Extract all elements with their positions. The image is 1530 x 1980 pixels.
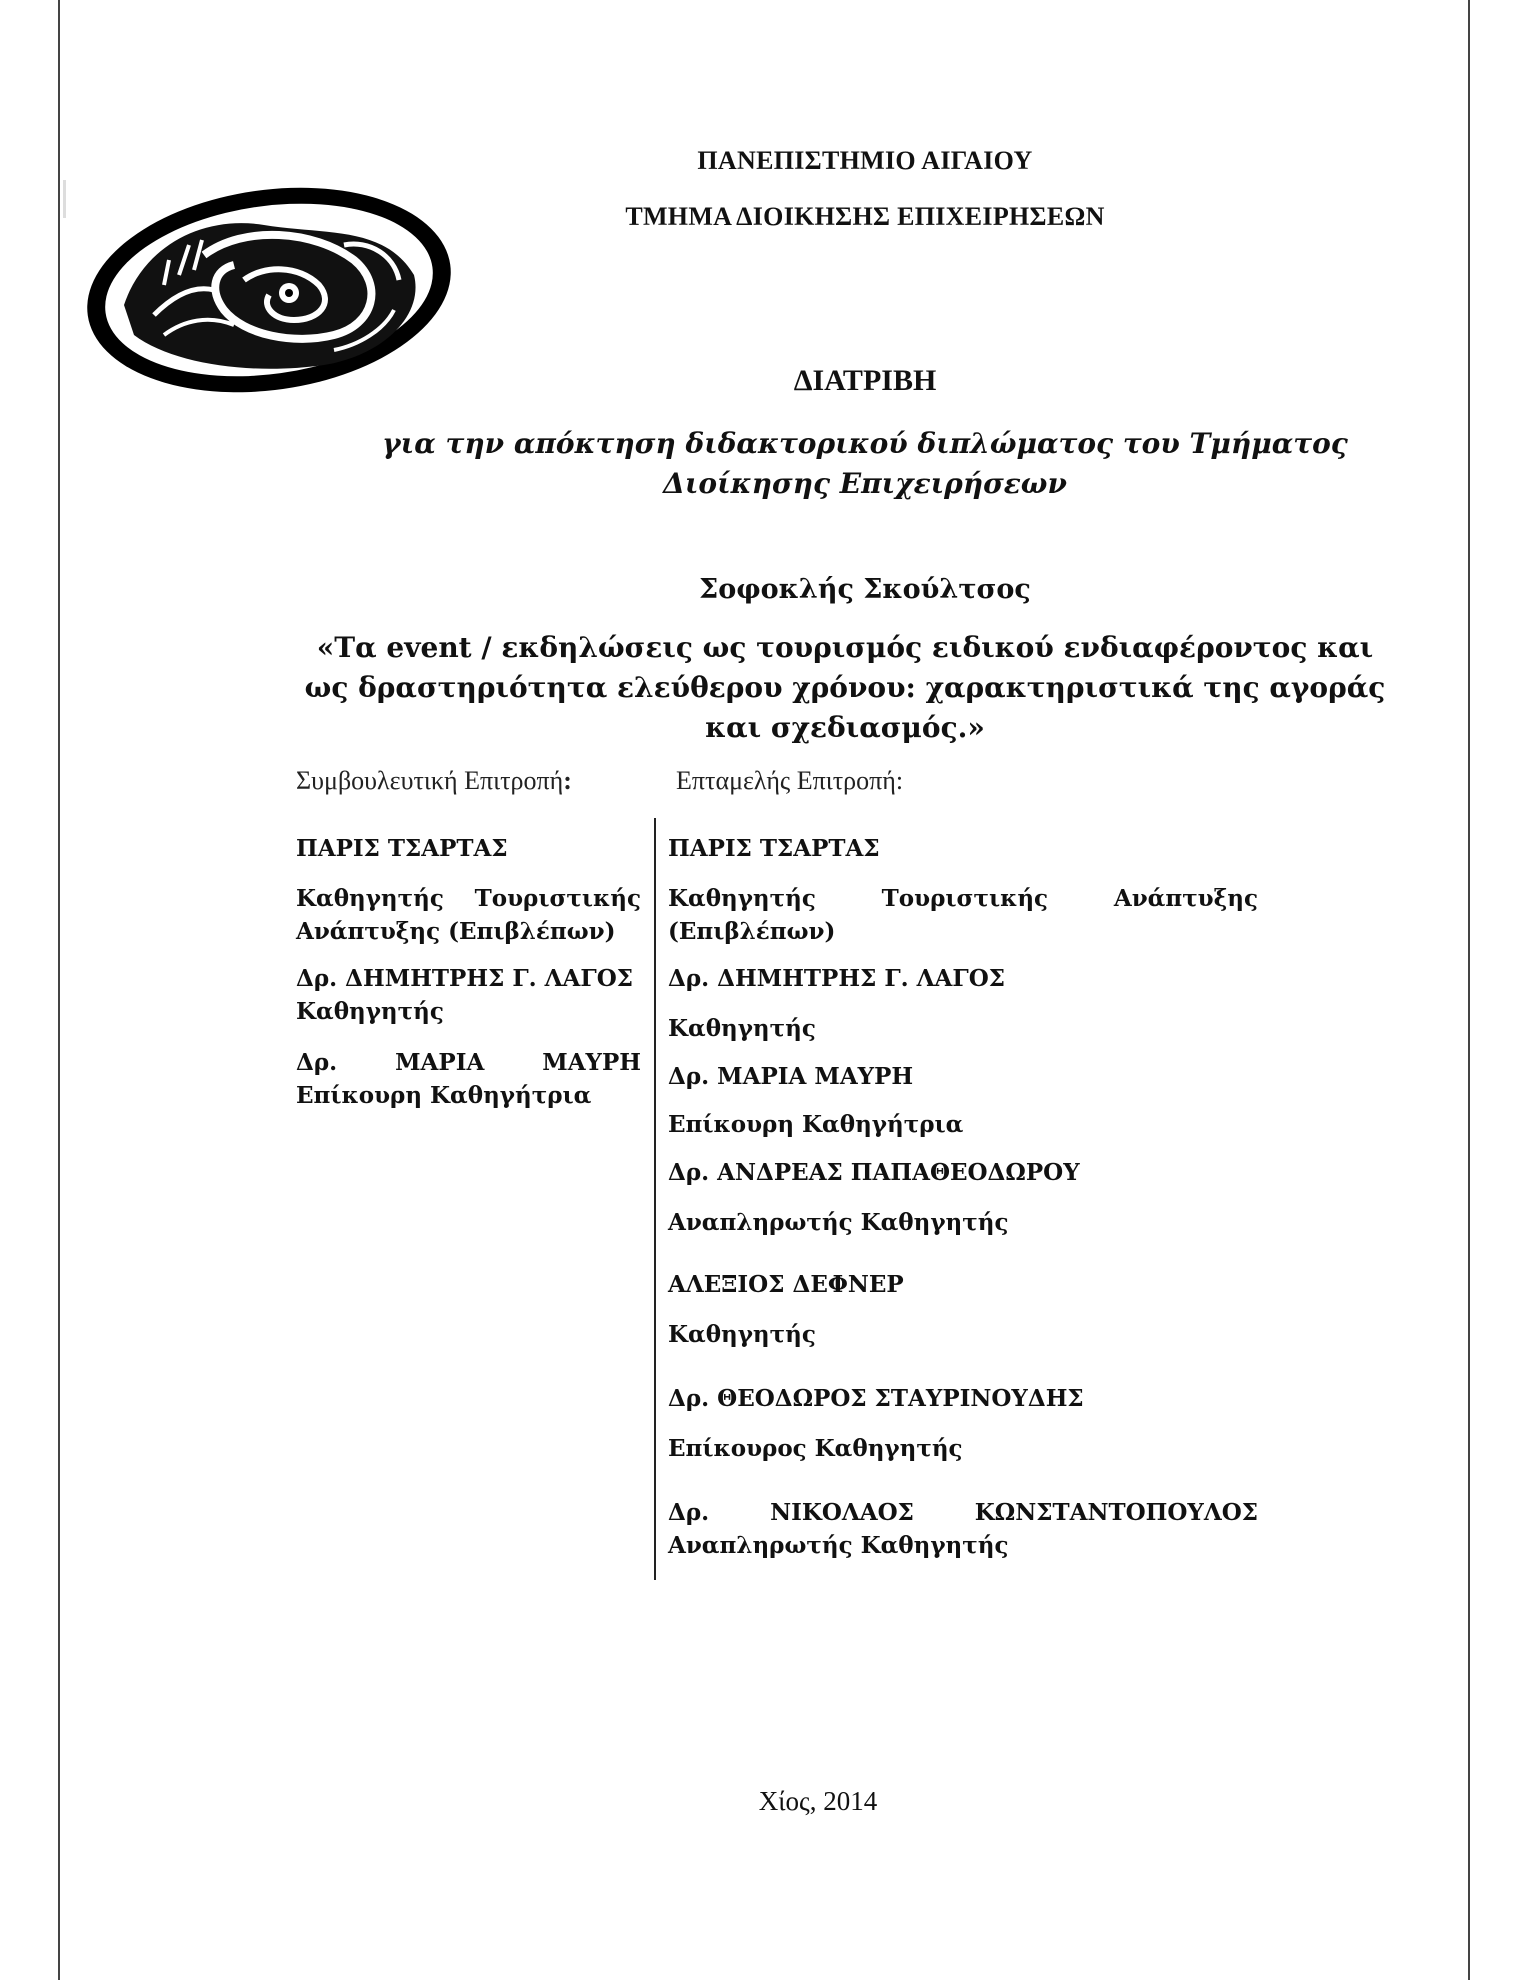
thesis-title-line-2: ως δραστηριότητα ελεύθερου χρόνου: χαρακτηριστικά της αγοράς xyxy=(304,671,1386,704)
exam-member-1-role xyxy=(668,882,1258,948)
advisory-member-2-name: Δρ. ΔΗΜΗΤΡΗΣ Γ. ΛΑΓΟΣ xyxy=(296,965,633,992)
exam-member-1-role-line-2: (Επιβλέπων) xyxy=(668,918,836,945)
advisory-member-1-role-line-2: Ανάπτυξης (Επιβλέπων) xyxy=(296,918,616,945)
document-type: ΔΙΑΤΡΙΒΗ xyxy=(793,364,937,397)
department-name: ΤΜΗΜΑ ΔΙΟΙΚΗΣΗΣ ΕΠΙΧΕΙΡΗΣΕΩΝ xyxy=(625,202,1105,231)
exam-member-5-name: ΑΛΕΞΙΟΣ ΔΕΦΝΕΡ xyxy=(668,1271,904,1298)
advisory-committee-label xyxy=(296,766,572,796)
exam-member-4-name: Δρ. ΑΝΔΡΕΑΣ ΠΑΠΑΘΕΟΔΩΡΟΥ xyxy=(668,1159,1080,1186)
exam-member-3-role: Επίκουρη Καθηγήτρια xyxy=(668,1111,964,1138)
advisory-member-2-role: Καθηγητής xyxy=(296,998,444,1025)
exam-member-7-role: Αναπληρωτής Καθηγητής xyxy=(668,1532,1009,1559)
author-name: Σοφοκλής Σκούλτσος xyxy=(699,574,1031,605)
exam-member-2-role: Καθηγητής xyxy=(668,1015,816,1042)
exam-member-6-role: Επίκουρος Καθηγητής xyxy=(668,1435,963,1462)
committee-divider xyxy=(654,818,656,1580)
advisory-member-3 xyxy=(296,1046,641,1112)
place-date: Χίος, 2014 xyxy=(758,1786,878,1816)
advisory-member-1-role-line-1: Καθηγητής Τουριστικής xyxy=(296,885,641,912)
advisory-member-1-role xyxy=(296,882,641,948)
advisory-committee-label-colon: : xyxy=(563,766,572,795)
exam-member-7 xyxy=(668,1496,1258,1562)
page-border-right xyxy=(1468,0,1470,1980)
advisory-member-1-name: ΠΑΡΙΣ ΤΣΑΡΤΑΣ xyxy=(296,835,508,862)
exam-member-1-role-line-1: Καθηγητής Τουριστικής Ανάπτυξης xyxy=(668,885,1258,912)
purpose-line-2: Διοίκησης Επιχειρήσεων xyxy=(663,467,1067,500)
exam-member-2-name: Δρ. ΔΗΜΗΤΡΗΣ Γ. ΛΑΓΟΣ xyxy=(668,965,1005,992)
exam-member-6-name: Δρ. ΘΕΟΔΩΡΟΣ ΣΤΑΥΡΙΝΟΥΔΗΣ xyxy=(668,1385,1084,1412)
exam-member-7-name: Δρ. ΝΙΚΟΛΑΟΣ ΚΩΝΣΤΑΝΤΟΠΟΥΛΟΣ xyxy=(668,1499,1258,1526)
examination-committee-label: Επταμελής Επιτροπή: xyxy=(676,766,904,795)
page-border-left xyxy=(58,0,60,1980)
exam-member-1-name: ΠΑΡΙΣ ΤΣΑΡΤΑΣ xyxy=(668,835,880,862)
thesis-title xyxy=(300,628,1390,748)
exam-member-3-name: Δρ. ΜΑΡΙΑ ΜΑΥΡΗ xyxy=(668,1063,914,1090)
advisory-member-3-name: Δρ. ΜΑΡΙΑ ΜΑΥΡΗ xyxy=(296,1049,641,1076)
thesis-title-line-1: «Τα event / εκδηλώσεις ως τουρισμός ειδικού ενδιαφέροντος και xyxy=(316,631,1374,664)
exam-member-5-role: Καθηγητής xyxy=(668,1321,816,1348)
document-purpose xyxy=(365,424,1365,504)
thesis-title-line-3: και σχεδιασμός.» xyxy=(705,711,985,744)
advisory-member-2 xyxy=(296,962,641,1028)
exam-member-4-role: Αναπληρωτής Καθηγητής xyxy=(668,1209,1009,1236)
advisory-member-3-role: Επίκουρη Καθηγήτρια xyxy=(296,1082,592,1109)
advisory-committee-label-text: Συμβουλευτική Επιτροπή xyxy=(296,766,564,795)
purpose-line-1: για την απόκτηση διδακτορικού διπλώματος του Τμήματος xyxy=(382,427,1348,460)
university-name: ΠΑΝΕΠΙΣΤΗΜΙΟ ΑΙΓΑΙΟΥ xyxy=(697,146,1033,175)
